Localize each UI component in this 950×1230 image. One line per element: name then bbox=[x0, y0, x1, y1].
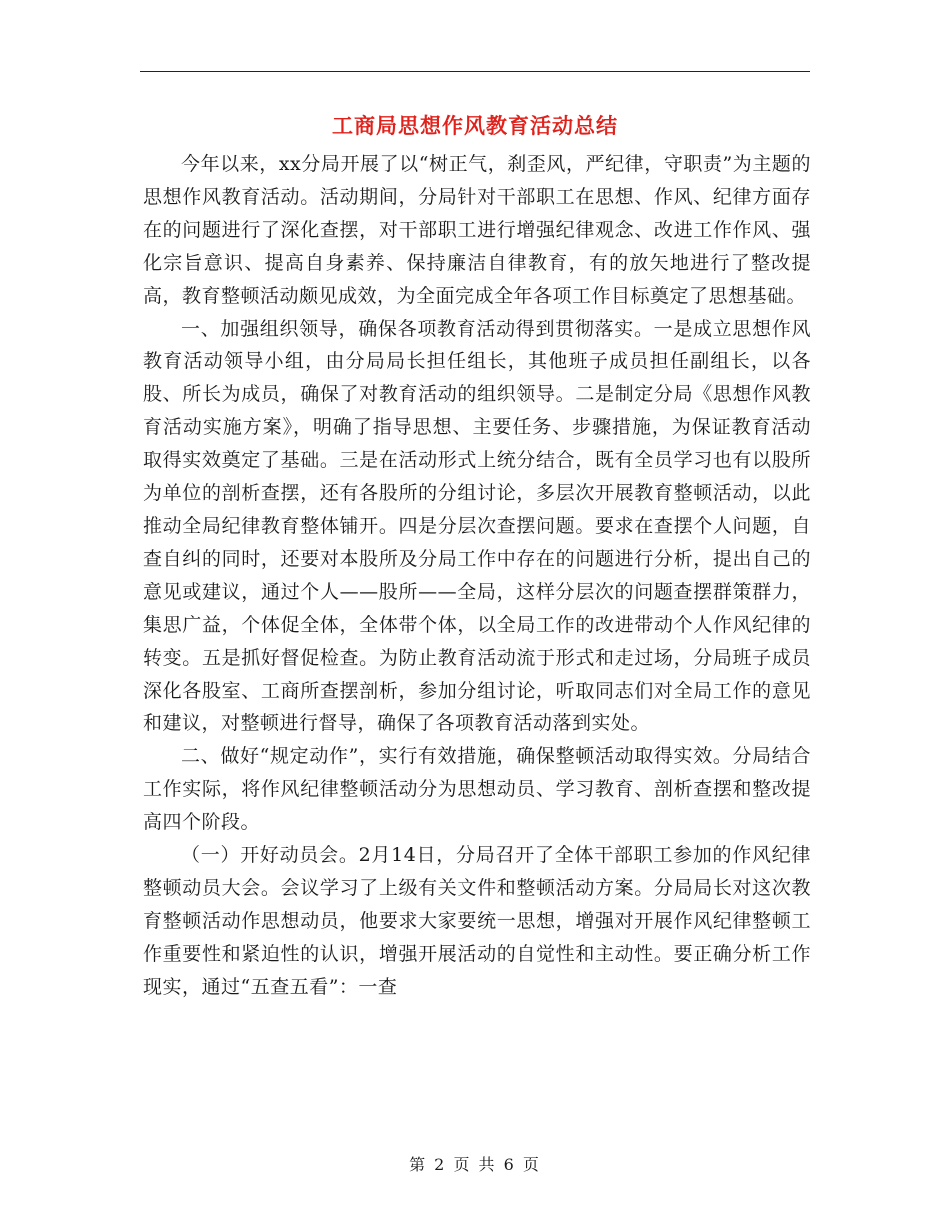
page-number-footer: 第 2 页 共 6 页 bbox=[409, 1155, 541, 1174]
paragraph-section-1: 一、加强组织领导，确保各项教育活动得到贯彻落实。一是成立思想作风教育活动领导小组，由分局局长担任组长，其他班子成员担任副组长，以各股、所长为成员，确保了对教育活动的组织领导。二是制定分局《思想作风教育活动实施方案》，明确了指导思想、主要任务、步骤措施，为保证教育活动取得实效奠定了基础。三是在活动形式上统分结合，既有全员学习也有以股所为单位的剖析查摆，还有各股所的分组讨论，多层次开展教育整顿活动，以此推动全局纪律教育整体铺开。四是分层次查摆问题。要求在查摆个人问题，自查自纠的同时，还要对本股所及分局工作中存在的问题进行分析，提出自己的意见或建议，通过个人——股所——全局，这样分层次的问题查摆群策群力，集思广益，个体促全体，全体带个体，以全局工作的改进带动个人作风纪律的转变。五是抓好督促检查。为防止教育活动流于形式和走过场，分局班子成员深化各股室、工商所查摆剖析，参加分组讨论，听取同志们对全局工作的意见和建议，对整顿进行督导，确保了各项教育活动落到实处。 bbox=[143, 317, 811, 735]
paragraph-section-2: 二、做好“规定动作”，实行有效措施，确保整顿活动取得实效。分局结合工作实际，将作风纪律整顿活动分为思想动员、学习教育、剖析查摆和整改提高四个阶段。 bbox=[143, 745, 811, 834]
paragraph-subsection-1: （一）开好动员会。2月14日，分局召开了全体干部职工参加的作风纪律整顿动员大会。会议学习了上级有关文件和整顿活动方案。分局局长对这次教育整顿活动作思想动员，他要求大家要统一思想，增强对开展作风纪律整顿工作重要性和紧迫性的认识，增强开展活动的自觉性和主动性。要正确分析工作现实，通过“五查五看”：一查 bbox=[143, 844, 811, 998]
header-rule bbox=[140, 71, 810, 72]
document-body bbox=[143, 148, 811, 1004]
paragraph-intro: 今年以来，xx分局开展了以“树正气，刹歪风，严纪律，守职责”为主题的思想作风教育活动。活动期间，分局针对干部职工在思想、作风、纪律方面存在的问题进行了深化查摆，对干部职工进行增强纪律观念、改进工作作风、强化宗旨意识、提高自身素养、保持廉洁自律教育，有的放矢地进行了整改提高，教育整顿活动颇见成效，为全面完成全年各项工作目标奠定了思想基础。 bbox=[143, 153, 811, 307]
document-title: 工商局思想作风教育活动总结 bbox=[332, 113, 618, 138]
